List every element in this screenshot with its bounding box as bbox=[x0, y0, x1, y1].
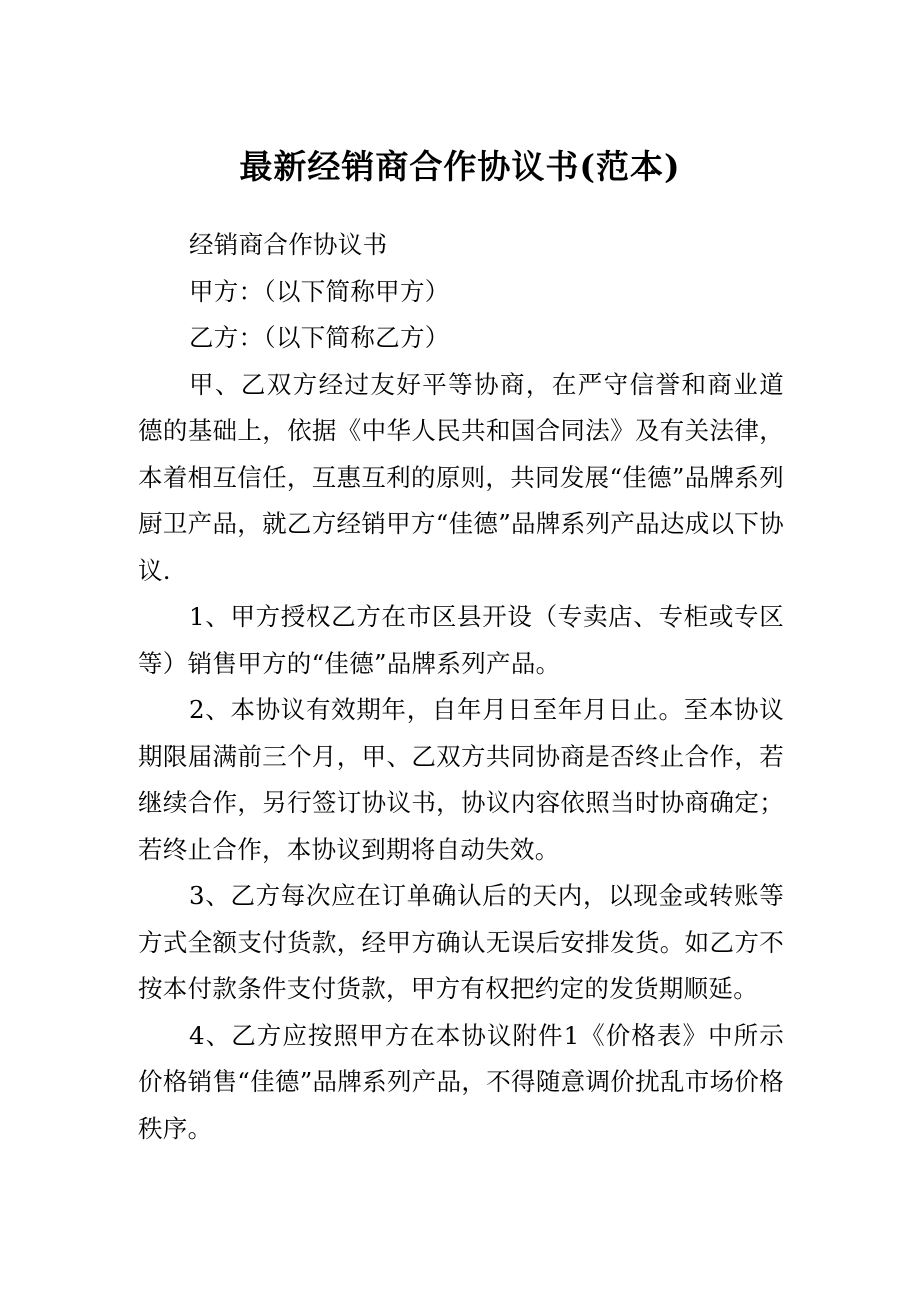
document-body bbox=[138, 222, 784, 1152]
paragraph-party-b: 乙方：（以下简称乙方） bbox=[189, 323, 450, 352]
paragraph-party-a: 甲方：（以下简称甲方） bbox=[189, 276, 450, 306]
paragraph-clause-2: 2、本协议有效期年，自年月日至年月日止。至本协议期限届满前三个月，甲、乙双方共同协商是否终止合作，若继续合作，另行签订协议书，协议内容依照当时协商确定；若终止合作，本协议到期将自动失效。 bbox=[138, 695, 784, 864]
paragraph-preamble: 甲、乙双方经过友好平等协商，在严守信誉和商业道德的基础上，依据《中华人民共和国合同法》及有关法律，本着相互信任，互惠互利的原则，共同发展“佳德”品牌系列厨卫产品，就乙方经销甲方“佳德”品牌系列产品达成以下协议. bbox=[138, 369, 784, 585]
paragraph-clause-1: 1、甲方授权乙方在市区县开设（专卖店、专柜或专区等）销售甲方的“佳德”品牌系列产品。 bbox=[138, 602, 784, 678]
paragraph-clause-4: 4、乙方应按照甲方在本协议附件1《价格表》中所示价格销售“佳德”品牌系列产品，不得随意调价扰乱市场价格秩序。 bbox=[138, 1020, 784, 1143]
paragraph-subtitle: 经销商合作协议书 bbox=[189, 230, 388, 259]
document-title: 最新经销商合作协议书(范本) bbox=[239, 147, 681, 186]
paragraph-clause-3: 3、乙方每次应在订单确认后的天内，以现金或转账等方式全额支付货款，经甲方确认无误后安排发货。如乙方不按本付款条件支付货款，甲方有权把约定的发货期顺延。 bbox=[138, 881, 784, 1003]
